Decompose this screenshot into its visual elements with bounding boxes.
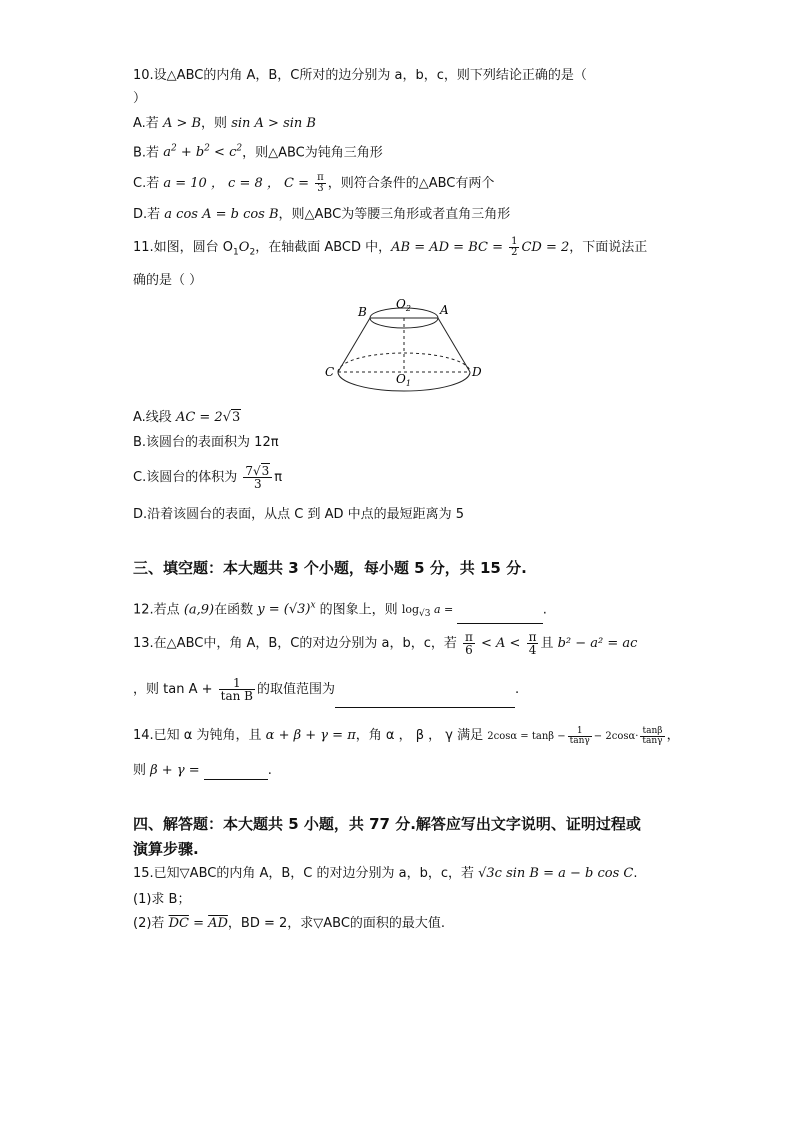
q13-condition: b² − a² = ac <box>557 636 638 651</box>
q10-option-d-math: a cos A = b cos B <box>164 207 279 222</box>
q11-stem-line1: 11.如图，圆台 $O_1O_2$，在轴截面 ABCD 中，AB = AD = BC = $\frac{1}{2}$ CD = 2，下面说法正 <box>133 236 648 258</box>
q10-option-c-fraction: $\frac{\pi}{3}$ <box>317 172 324 194</box>
q14-line2-math: β + γ = <box>150 763 204 778</box>
q13-prefix: 13.在△ABC中，角 A，B，C的对边分别为 a，b，c，若 <box>133 636 461 651</box>
q11-option-b: B.该圆台的表面积为 12π <box>133 435 279 450</box>
label-o1: $O_1$ <box>396 372 411 388</box>
q14-line1 <box>133 721 680 752</box>
q11-option-a: A.线段 AC = 2√3 <box>133 410 241 425</box>
q10-option-b-post: ，则△ABC为钝角三角形 <box>242 145 383 161</box>
q13-line1 <box>133 626 637 662</box>
q12-function: $y = (√3)^x$ <box>257 601 316 618</box>
right-generatrix <box>438 318 470 372</box>
q11-stem-fraction: $\frac{1}{2}$ <box>511 236 518 258</box>
label-a: A <box>440 303 449 317</box>
q14-mid: ，角 α ， β ， γ 满足 <box>355 728 488 743</box>
q11-stem-post: ，下面说法正 <box>569 240 648 255</box>
q14-answer-blank[interactable] <box>204 765 268 780</box>
q12-mid: 在函数 <box>214 602 258 618</box>
q10-option-b-math: $a^2 + b^2 < c^2$ <box>163 144 243 161</box>
q11-option-a-prefix: A.线段 <box>133 410 176 425</box>
q10-stem-line2: ） <box>133 91 147 106</box>
q14-line2-prefix: 则 <box>133 763 151 778</box>
q14-condition: 2cosα = tanβ − $\frac{1}{\tan\gamma}$ − 2cosα· $\frac{\tan\beta}{\tan\gamma}$ <box>487 726 663 746</box>
q11-option-a-math: AC = 2 <box>175 410 223 425</box>
q13-lt: < A < <box>476 636 525 651</box>
q15-part2 <box>133 915 445 933</box>
q10-option-a <box>133 115 316 133</box>
left-generatrix <box>338 318 370 372</box>
q11-stem-math: AB = AD = BC = <box>391 240 508 255</box>
q13-frac-pi4: $\frac{\pi}{4}$ <box>528 630 537 657</box>
q15-part2-post: ，BD = 2，求▽ABC的面积的最大值. <box>227 916 446 931</box>
label-c: C <box>325 365 335 379</box>
q13-line2-post: 的取值范围为 <box>256 682 335 697</box>
q12-line <box>133 597 547 624</box>
q12-answer-blank[interactable] <box>457 609 543 624</box>
q15-part2-prefix: (2)若 <box>133 916 169 931</box>
q11-stem-line2: 确的是（ ） <box>133 273 203 288</box>
q15-vector-dc: $\overline{DC}$ <box>168 916 189 931</box>
q13-frac-tanb: $\frac{1}{\text{tan B}}$ <box>220 676 253 703</box>
q12-point: (a,9) <box>183 602 215 618</box>
label-d: D <box>472 365 482 379</box>
q10-option-a-math: A > B <box>162 116 202 131</box>
q13-and: 且 <box>540 636 558 651</box>
section4-title-line2: 演算步骤. <box>133 840 199 858</box>
q14-post: ， <box>666 728 680 743</box>
q11-stem-math2: CD = 2 <box>521 240 570 255</box>
q10-option-b <box>133 140 383 162</box>
q14-sum: α + β + γ = π <box>265 728 356 743</box>
q14-line2 <box>133 762 272 780</box>
q10-option-b-prefix: B.若 <box>133 145 164 161</box>
q10-option-a-math2: sin A > sin B <box>231 116 316 131</box>
q10-option-a-prefix: A.若 <box>133 116 163 131</box>
q10-option-c <box>133 170 494 198</box>
q15-equals: = <box>188 916 209 931</box>
q11-option-c-prefix: C.该圆台的体积为 <box>133 470 242 485</box>
q15-stem-prefix: 15.已知▽ABC的内角 A，B，C 的对边分别为 a，b，c，若 <box>133 866 479 881</box>
q10-option-c-prefix: C.若 <box>133 176 164 191</box>
q12-mid2: 的图象上，则 <box>315 602 402 618</box>
label-o2: $O_2$ <box>396 297 411 313</box>
q13-line2 <box>133 672 519 708</box>
q11-option-c-fraction: $\frac{7√3}{3}$ <box>243 465 272 490</box>
q12-prefix: 12.若点 <box>133 602 184 618</box>
q11-option-d: D.沿着该圆台的表面，从点 C 到 AD 中点的最短距离为 5 <box>133 507 465 522</box>
label-b: B <box>358 305 367 319</box>
q13-end: . <box>514 682 520 697</box>
q11-option-c-post: π <box>274 470 283 485</box>
q15-stem <box>133 865 638 883</box>
q10-option-d-prefix: D.若 <box>133 207 165 222</box>
q10-option-d <box>133 206 510 224</box>
q10-stem-line1: 10.设△ABC的内角 A，B，C所对的边分别为 a，b，c，则下列结论正确的是（ <box>133 68 587 83</box>
q13-line2-prefix: ，则 tan A + <box>133 682 217 697</box>
q15-stem-math: √3c sin B = a − b cos C <box>478 866 634 881</box>
q15-vector-ad: $\overline{AD}$ <box>208 916 228 931</box>
frustum-figure <box>320 292 490 400</box>
q13-frac-pi6: $\frac{\pi}{6}$ <box>464 630 473 657</box>
q10-option-c-post: ，则符合条件的△ABC有两个 <box>327 176 495 191</box>
q11-option-c <box>133 460 282 496</box>
q12-end: . <box>542 602 547 618</box>
section4-title-line1: 四、解答题：本大题共 5 小题，共 77 分.解答应写出文字说明、证明过程或 <box>133 815 641 833</box>
q12-log: $\log_{√3} a$ = <box>401 603 457 620</box>
q15-part1: (1)求 B； <box>133 892 191 907</box>
q14-prefix: 14.已知 α 为钝角，且 <box>133 728 266 743</box>
q10-option-d-post: ，则△ABC为等腰三角形或者直角三角形 <box>278 207 511 222</box>
q11-stem-prefix: 11.如图，圆台 O <box>133 240 234 255</box>
section3-title: 三、填空题：本大题共 3 个小题，每小题 5 分，共 15 分. <box>133 559 527 577</box>
q15-stem-post: . <box>633 866 638 881</box>
q11-option-a-root: 3 <box>232 410 241 425</box>
q11-stem-mid: ，在轴截面 ABCD 中， <box>255 240 392 255</box>
q13-answer-blank[interactable] <box>335 693 515 708</box>
q10-option-a-mid: ，则 <box>201 116 232 131</box>
q10-option-c-math: a = 10 ， c = 8 ， C = <box>163 176 314 191</box>
q14-end: . <box>267 763 272 778</box>
